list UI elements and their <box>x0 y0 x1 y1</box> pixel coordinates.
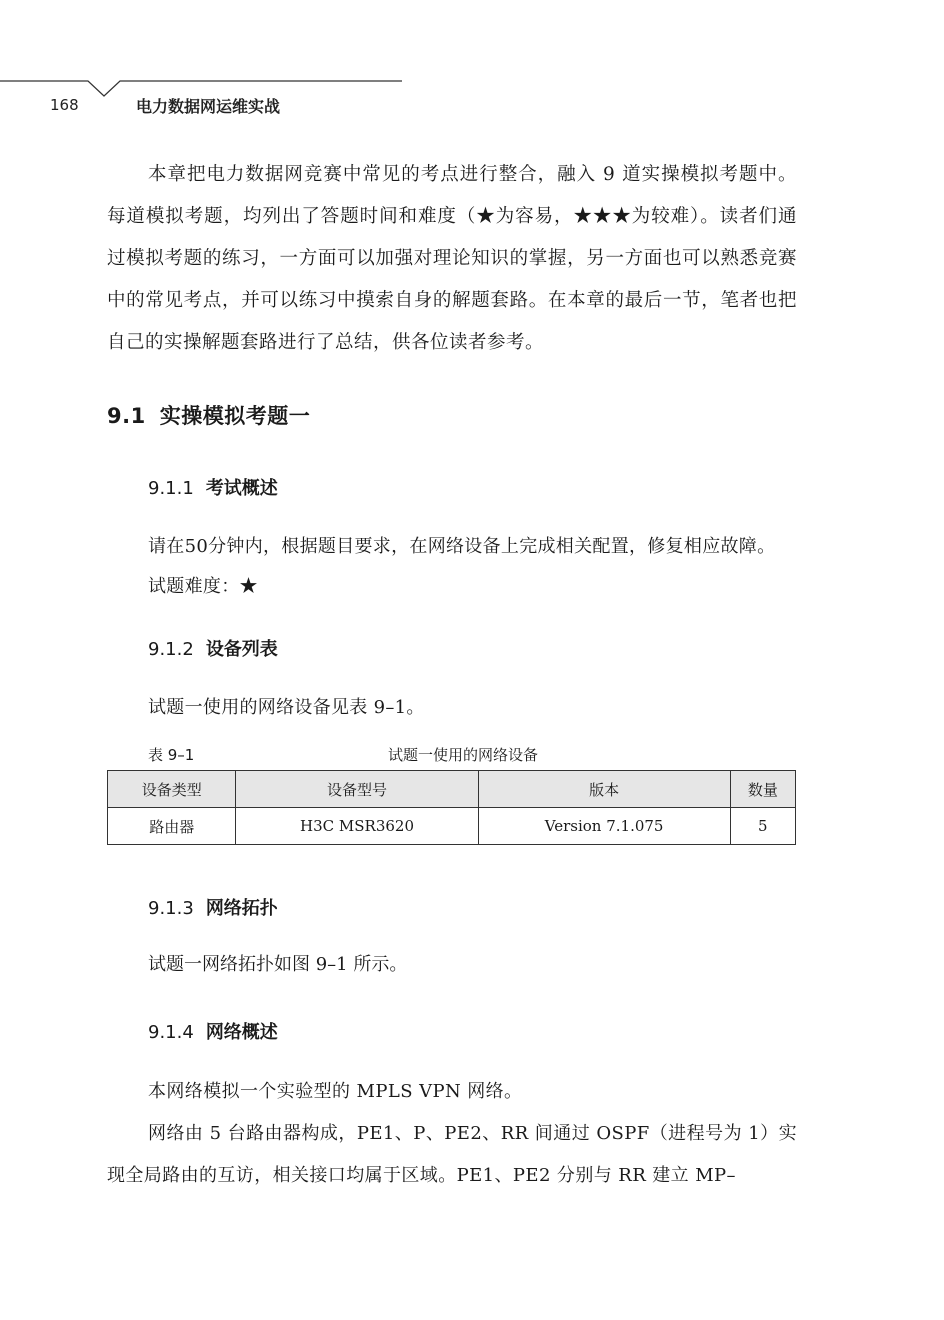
device-list-text: 试题一使用的网络设备见表 9–1。 <box>148 697 425 718</box>
subsection-heading-1 <box>148 474 278 500</box>
subsection-number: 9.1.2 <box>148 639 194 660</box>
table-header-cell: 数量 <box>730 771 795 808</box>
table-header-cell: 设备类型 <box>108 771 236 808</box>
running-title: 电力数据网运维实战 <box>136 97 281 116</box>
table-cell: H3C MSR3620 <box>236 808 478 845</box>
table-cell: 5 <box>730 808 795 845</box>
topology-text: 试题一网络拓扑如图 9–1 所示。 <box>148 954 408 975</box>
section-title: 实操模拟考题一 <box>159 404 311 428</box>
exam-instruction: 请在50分钟内，根据题目要求，在网络设备上完成相关配置，修复相应故障。 <box>148 536 776 557</box>
table-caption-label: 表 9–1 <box>148 746 195 764</box>
subsection-title: 设备列表 <box>205 639 278 660</box>
topology-intro <box>148 945 798 985</box>
subsection-heading-2 <box>148 635 278 661</box>
overview-paragraph-1: 本网络模拟一个实验型的 MPLS VPN 网络。 <box>148 1081 523 1102</box>
device-table <box>107 770 796 845</box>
subsection-title: 网络概述 <box>205 1022 278 1043</box>
subsection-title: 网络拓扑 <box>205 898 278 919</box>
table-cell: Version 7.1.075 <box>478 808 730 845</box>
table-caption-title: 试题一使用的网络设备 <box>388 746 539 764</box>
subsection-number: 9.1.1 <box>148 478 194 499</box>
table-row <box>108 808 796 845</box>
section-number: 9.1 <box>107 404 146 428</box>
table-header-cell: 版本 <box>478 771 730 808</box>
network-overview <box>107 1071 797 1197</box>
exam-difficulty: 试题难度：★ <box>148 576 258 597</box>
intro-paragraph: 本章把电力数据网竞赛中常见的考点进行整合，融入 9 道实操模拟考题中。每道模拟考题，均列出了答题时间和难度（★为容易，★★★为较难）。读者们通过模拟考题的练习，一方面可以加强对理论知识的掌握，另一方面也可以熟悉竞赛中的常见考点，并可以练习中摸索自身的解题套路。在本章的最后一节，笔者也把自己的实操解题套路进行了总结，供各位读者参考。 <box>107 164 797 353</box>
overview-paragraph-2: 网络由 5 台路由器构成，PE1、P、PE2、RR 间通过 OSPF（进程号为 1）实现全局路由的互访，相关接口均属于区域。PE1、PE2 分别与 RR 建立 MP– <box>107 1123 797 1186</box>
subsection-number: 9.1.3 <box>148 898 194 919</box>
subsection-title: 考试概述 <box>205 478 278 499</box>
table-cell: 路由器 <box>108 808 236 845</box>
exam-overview <box>148 527 798 607</box>
table-header-cell: 设备型号 <box>236 771 478 808</box>
page-number: 168 <box>50 96 79 114</box>
section-heading <box>107 400 310 430</box>
subsection-number: 9.1.4 <box>148 1022 194 1043</box>
intro-block <box>107 154 797 364</box>
subsection-heading-4 <box>148 1018 278 1044</box>
table-header-row <box>108 771 796 808</box>
table-caption <box>148 744 798 766</box>
subsection-heading-3 <box>148 894 278 920</box>
device-list-intro <box>148 688 798 728</box>
